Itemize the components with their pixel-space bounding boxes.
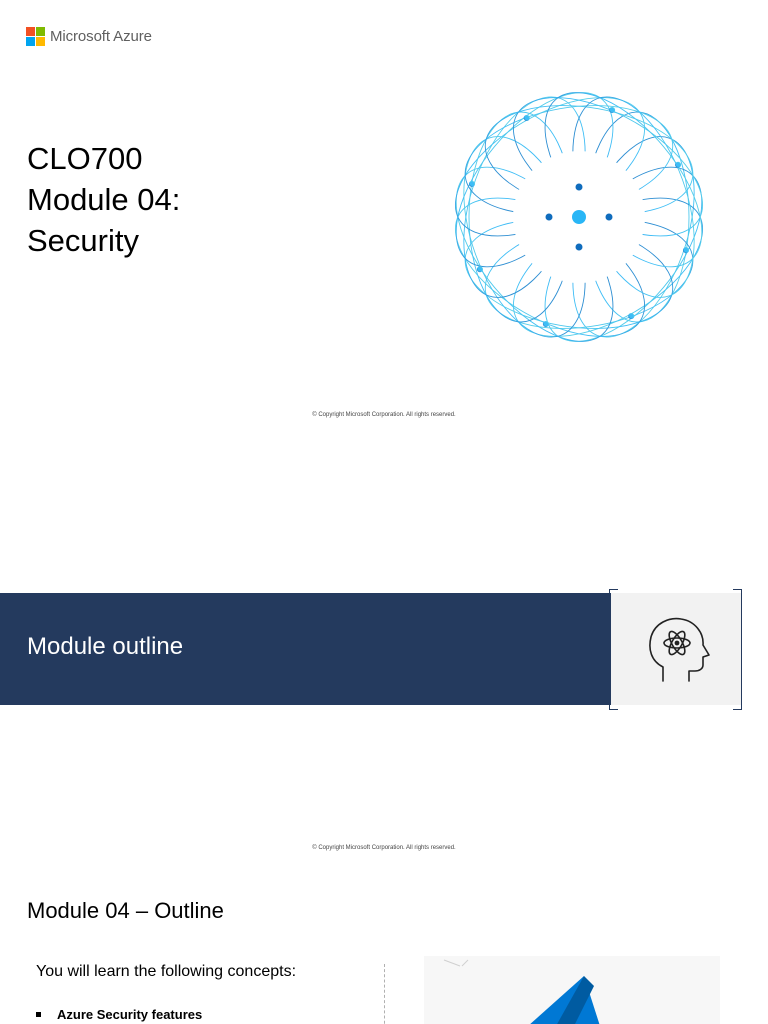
left-bracket <box>609 589 618 710</box>
bullet-marker <box>36 1012 41 1017</box>
copyright-text: © Copyright Microsoft Corporation. All rights reserved. <box>312 412 456 418</box>
dashed-divider <box>384 964 385 1024</box>
module-outline-slide <box>0 432 768 864</box>
bullet-item <box>36 1007 202 1022</box>
slide-title <box>27 138 180 261</box>
spirograph-art-icon <box>412 50 746 384</box>
bullet-text: Azure Security features <box>57 1007 203 1022</box>
microsoft-logo-icon <box>26 27 45 46</box>
title-slide <box>0 0 768 432</box>
intro-text: You will learn the following concepts: <box>36 963 297 980</box>
title-line-2: Module 04: <box>27 182 181 217</box>
title-line-3: Security <box>27 223 139 258</box>
right-bracket <box>733 589 742 710</box>
azure-image-panel <box>424 956 720 1024</box>
copyright-text: © Copyright Microsoft Corporation. All rights reserved. <box>312 845 456 851</box>
title-line-1: CLO700 <box>27 141 143 176</box>
outline-slide <box>0 864 768 1024</box>
title-band <box>0 593 611 705</box>
slide-title: Module 04 – Outline <box>27 898 224 923</box>
band-title: Module outline <box>27 633 184 660</box>
microsoft-azure-logo <box>26 27 152 46</box>
azure-logo-icon <box>424 956 720 1024</box>
logo-text: Microsoft Azure <box>50 28 152 45</box>
head-atom-icon <box>611 593 741 705</box>
icon-panel <box>611 593 741 705</box>
